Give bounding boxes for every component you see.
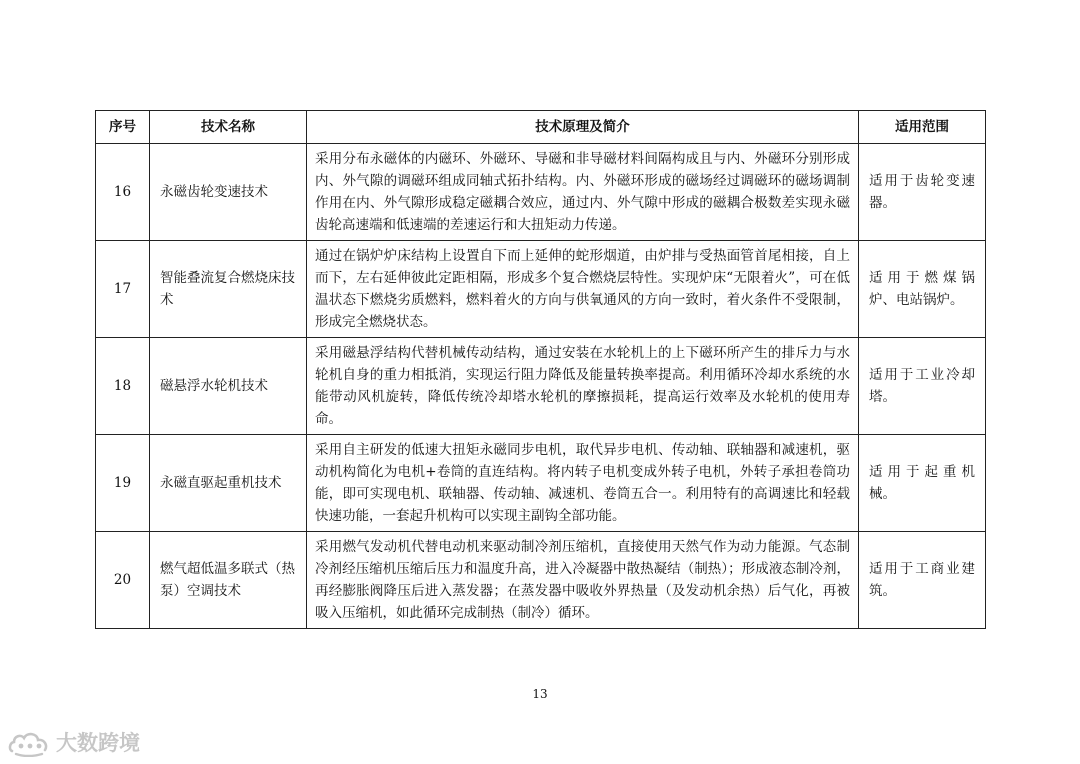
tech-description: 采用燃气发动机代替电动机来驱动制冷剂压缩机，直接使用天然气作为动力能源。气态制冷剂经压缩机压缩后压力和温度升高，进入冷凝器中散热凝结（制热）；形成液态制冷剂，再经膨胀阀降压后进入蒸发器；在蒸发器中吸收外界热量（及发动机余热）后气化，再被吸入压缩机，如此循环完成制热（制冷）循环。	[307, 532, 859, 629]
header-description: 技术原理及简介	[307, 111, 859, 144]
table-row	[96, 338, 986, 435]
tech-name: 永磁齿轮变速技术	[150, 144, 307, 241]
header-scope: 适用范围	[859, 111, 986, 144]
tech-name: 燃气超低温多联式（热泵）空调技术	[150, 532, 307, 629]
tech-description: 采用磁悬浮结构代替机械传动结构，通过安装在水轮机上的上下磁环所产生的排斥力与水轮机自身的重力相抵消，实现运行阻力降低及能量转换率提高。利用循环冷却水系统的水能带动风机旋转，降低传统冷却塔水轮机的摩擦损耗，提高运行效率及水轮机的使用寿命。	[307, 338, 859, 435]
row-number: 17	[96, 241, 150, 338]
watermark	[8, 727, 140, 757]
row-number: 18	[96, 338, 150, 435]
tech-name: 磁悬浮水轮机技术	[150, 338, 307, 435]
header-number: 序号	[96, 111, 150, 144]
tech-scope: 适用于工业冷却塔。	[859, 338, 986, 435]
tech-scope: 适用于工商业建筑。	[859, 532, 986, 629]
tech-description: 采用分布永磁体的内磁环、外磁环、导磁和非导磁材料间隔构成且与内、外磁环分别形成内、外气隙的调磁环组成同轴式拓扑结构。内、外磁环形成的磁场经过调磁环的磁场调制作用在内、外气隙形成稳定磁耦合效应，通过内、外气隙中形成的磁耦合极数差实现永磁齿轮高速端和低速端的差速运行和大扭矩动力传递。	[307, 144, 859, 241]
technology-table	[95, 110, 986, 629]
tech-scope: 适用于燃煤锅炉、电站锅炉。	[859, 241, 986, 338]
tech-name: 智能叠流复合燃烧床技术	[150, 241, 307, 338]
row-number: 20	[96, 532, 150, 629]
tech-description: 通过在锅炉炉床结构上设置自下而上延伸的蛇形烟道，由炉排与受热面管首尾相接，自上而下，左右延伸彼此定距相隔，形成多个复合燃烧层特性。实现炉床“无限着火”，可在低温状态下燃烧劣质燃料，燃料着火的方向与供氧通风的方向一致时，着火条件不受限制，形成完全燃烧状态。	[307, 241, 859, 338]
tech-scope: 适用于齿轮变速器。	[859, 144, 986, 241]
watermark-text: 大数跨境	[56, 731, 140, 755]
tech-name: 永磁直驱起重机技术	[150, 435, 307, 532]
table-row	[96, 144, 986, 241]
row-number: 19	[96, 435, 150, 532]
page-number: 13	[532, 687, 548, 701]
table-row	[96, 532, 986, 629]
tech-scope: 适用于起重机械。	[859, 435, 986, 532]
table-row	[96, 435, 986, 532]
table-row	[96, 241, 986, 338]
tech-description: 采用自主研发的低速大扭矩永磁同步电机，取代异步电机、传动轴、联轴器和减速机，驱动机构简化为电机+卷筒的直连结构。将内转子电机变成外转子电机，外转子承担卷筒功能，即可实现电机、联轴器、传动轴、减速机、卷筒五合一。利用特有的高调速比和轻载快速功能，一套起升机构可以实现主副钩全部功能。	[307, 435, 859, 532]
cloud-logo-icon	[8, 727, 50, 757]
header-tech-name: 技术名称	[150, 111, 307, 144]
row-number: 16	[96, 144, 150, 241]
table-header-row	[96, 111, 986, 144]
